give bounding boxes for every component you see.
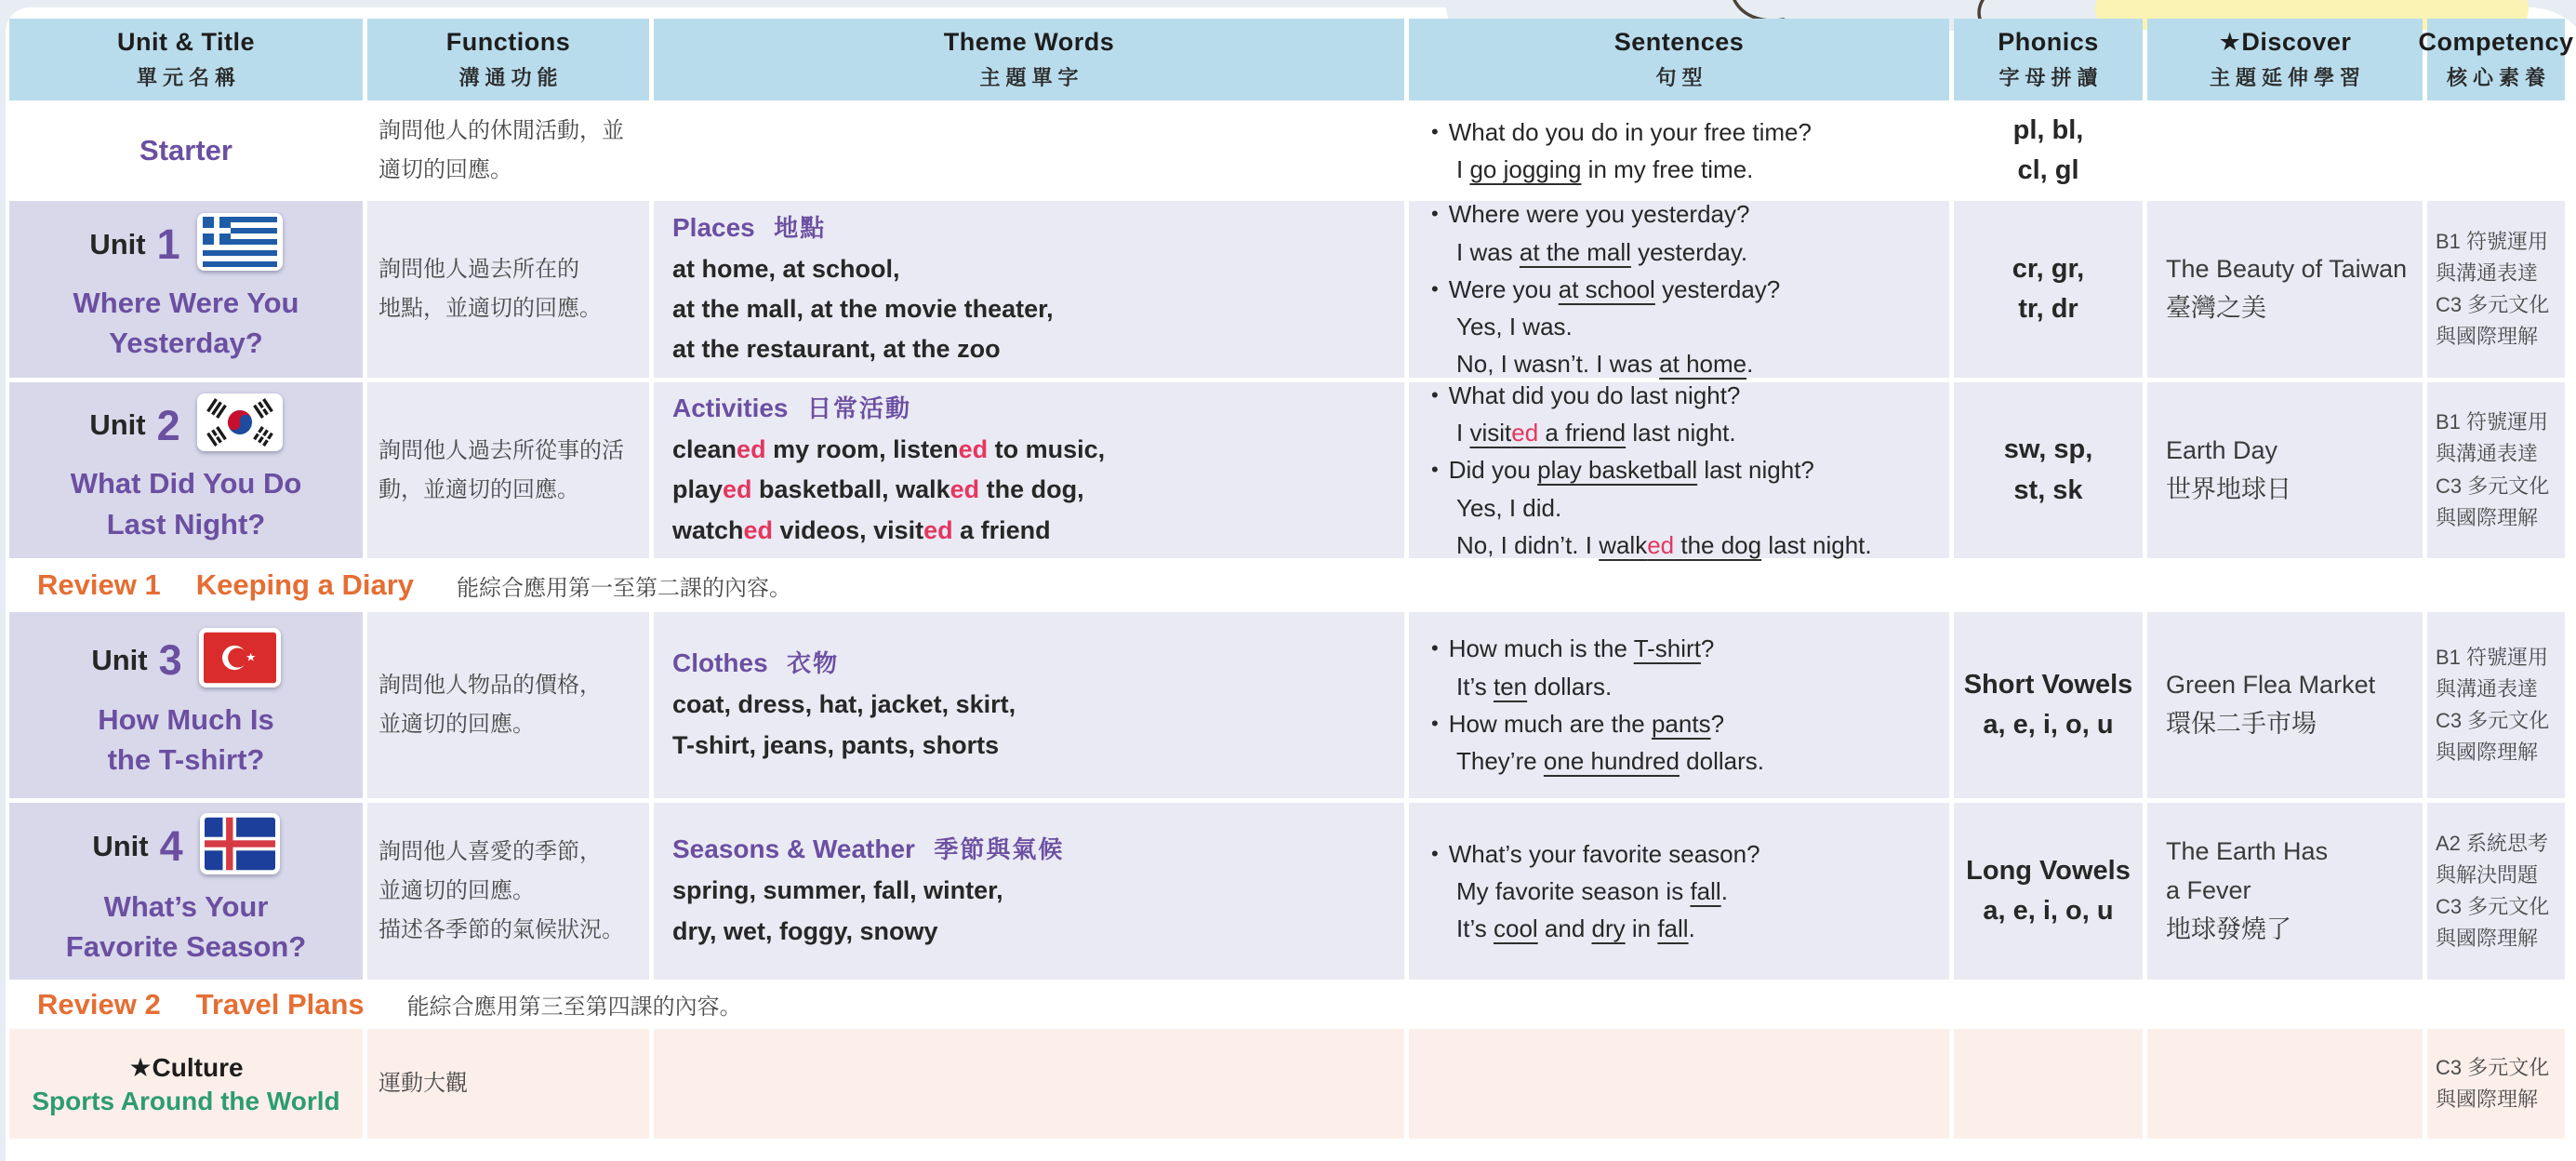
unit-word: Unit (91, 643, 148, 676)
review-note: 能綜合應用第一至第二課的內容。 (457, 575, 792, 601)
culture-subtitle: Sports Around the World (32, 1086, 340, 1115)
unit-number: 1 (156, 220, 180, 269)
theme-category-en: Seasons & Weather (672, 834, 915, 864)
greece-flag-icon (197, 213, 283, 271)
starter-phonics-cell: pl, bl, cl, gl (2012, 114, 2084, 185)
header-en: Phonics (1998, 28, 2099, 56)
unit4-title-cell (9, 803, 363, 980)
culture-competency-cell: C3 多元文化 與國際理解 (2427, 1029, 2565, 1139)
unit1-title-cell (9, 201, 363, 378)
culture-functions-cell: 運動大觀 (367, 1029, 649, 1139)
unit4-sentences-cell: • What’s your favorite season? My favorite season is fall. It’s cool and dry in fall. (1409, 803, 1949, 980)
header-en: Functions (445, 28, 571, 56)
unit1-theme-cell (654, 201, 1404, 378)
unit1-label (89, 216, 282, 274)
theme-category (672, 209, 1404, 244)
starter-competency-cell-empty (2427, 105, 2565, 196)
unit2-discover-cell: Earth Day 世界地球日 (2147, 382, 2423, 558)
unit4-competency-cell: A2 系統思考 與解決問題 C3 多元文化 與國際理解 (2427, 803, 2565, 980)
unit4-functions-cell: 詢問他人喜愛的季節， 並適切的回應。 描述各季節的氣候狀況。 (367, 803, 649, 980)
header-zh: 單元名稱 (136, 66, 241, 89)
header-zh: 主題單字 (979, 66, 1084, 89)
unit2-theme-cell (654, 382, 1404, 558)
review-label: Review 2 (37, 987, 161, 1021)
header-en: Competency (2418, 28, 2574, 56)
unit2-sentences-cell: • What did you do last night? I visited a friend last night. • Did you play basketball last night? Yes, I did. No, I didn’t. I walked the dog last night. (1409, 382, 1949, 558)
unit3-label (91, 631, 280, 690)
unit3-title: How Much Is the T-shirt? (98, 702, 274, 776)
header-phonics (1954, 19, 2143, 100)
unit3-sentences-cell: • How much is the T-shirt? It’s ten dollars. • How much are the pants? They’re one hundred dollars. (1409, 612, 1949, 798)
header-zh: 核心素養 (2446, 66, 2551, 89)
unit3-theme-cell (654, 612, 1404, 798)
unit1-discover-cell: The Beauty of Taiwan 臺灣之美 (2147, 201, 2423, 378)
header-en: Theme Words (943, 28, 1115, 56)
unit3-title-cell (9, 612, 363, 798)
review-note: 能綜合應用第三至第四課的內容。 (406, 994, 742, 1020)
unit2-title-cell (9, 382, 363, 558)
starter-title: Starter (139, 134, 232, 167)
unit4-theme-cell (654, 803, 1404, 980)
header-zh: 字母拼讀 (1998, 66, 2104, 89)
header-competency (2418, 19, 2574, 100)
unit1-title: Where Were You Yesterday? (73, 286, 299, 359)
theme-words: spring, summer, fall, winter, dry, wet, foggy, snowy (672, 876, 1003, 945)
unit1-phonics-cell: cr, gr, tr, dr (1954, 201, 2143, 378)
unit4-label (92, 816, 279, 877)
unit-word: Unit (92, 829, 149, 862)
unit-word: Unit (89, 227, 146, 260)
header-functions (367, 19, 649, 100)
unit3-functions-cell: 詢問他人物品的價格， 並適切的回應。 (367, 612, 649, 798)
theme-words: at home, at school, at the mall, at the movie theater, at the restaurant, at the zoo (672, 254, 1054, 364)
unit4-phonics-cell: Long Vowels a, e, i, o, u (1954, 803, 2143, 980)
unit1-functions-cell: 詢問他人過去所在的 地點，並適切的回應。 (367, 201, 649, 378)
unit1-sentences-cell: • Where were you yesterday? I was at the mall yesterday. • Were you at school yesterday? Yes, I was. No, I wasn’t. I was at home. (1409, 201, 1949, 378)
unit4-discover-cell: The Earth Has a Fever 地球發燒了 (2147, 803, 2423, 980)
culture-discover-cell-empty (2147, 1029, 2423, 1139)
culture-title: ★Culture (128, 1052, 244, 1082)
theme-category-zh: 日常活動 (806, 394, 911, 423)
turkey-flag-icon (199, 628, 281, 687)
theme-category-zh: 地點 (774, 213, 827, 242)
theme-category-en: Activities (672, 394, 789, 423)
theme-category (672, 390, 1404, 424)
unit2-functions-cell: 詢問他人過去所從事的活 動，並適切的回應。 (367, 382, 649, 558)
unit3-discover-cell: Green Flea Market 環保二手市場 (2147, 612, 2423, 798)
header-discover (2147, 19, 2423, 100)
theme-words: coat, dress, hat, jacket, skirt, T-shirt, jeans, pants, shorts (672, 690, 1016, 759)
south-korea-flag-icon (197, 394, 283, 451)
unit-number: 2 (156, 401, 180, 449)
header-theme-words (654, 19, 1404, 100)
header-en: Unit & Title (116, 28, 255, 56)
theme-words: cleaned my room, listened to music, played basketball, walked the dog, watched videos, visited a friend (672, 435, 1106, 544)
unit2-title: What Did You Do Last Night? (70, 467, 302, 540)
unit2-competency-cell: B1 符號運用 與溝通表達 C3 多元文化 與國際理解 (2427, 382, 2565, 558)
review-label: Review 1 (37, 568, 161, 601)
unit1-competency-cell: B1 符號運用 與溝通表達 C3 多元文化 與國際理解 (2427, 201, 2565, 378)
unit2-label (89, 396, 282, 454)
starter-title-cell (9, 105, 363, 196)
starter-discover-cell-empty (2147, 105, 2423, 196)
theme-category-en: Clothes (672, 648, 768, 678)
theme-category-en: Places (672, 212, 755, 242)
theme-category-zh: 衣物 (787, 649, 840, 678)
culture-sentences-cell-empty (1409, 1029, 1949, 1139)
starter-sentences-cell: • What do you do in your free time? I go jogging in my free time. (1409, 105, 1949, 196)
iceland-flag-icon (200, 813, 280, 874)
header-zh: 句型 (1655, 66, 1708, 89)
unit-number: 3 (158, 636, 182, 685)
header-zh: 溝通功能 (458, 66, 564, 89)
review2-row (9, 984, 2565, 1024)
starter-functions-cell: 詢問他人的休閒活動，並 適切的回應。 (378, 118, 624, 182)
culture-theme-cell-empty (654, 1029, 1404, 1139)
unit-word: Unit (89, 408, 146, 442)
review1-row (9, 563, 2565, 607)
unit2-phonics-cell: sw, sp, st, sk (1954, 382, 2143, 558)
theme-category-zh: 季節與氣候 (934, 835, 1065, 864)
theme-category (672, 831, 1404, 865)
theme-category (672, 645, 1404, 679)
culture-phonics-cell-empty (1954, 1029, 2143, 1139)
header-en: Sentences (1613, 28, 1745, 56)
syllabus-table (9, 19, 2574, 1139)
header-unit-title (9, 19, 363, 100)
review-title: Travel Plans (195, 987, 365, 1021)
header-en: ★Discover (2218, 28, 2352, 56)
culture-title-cell (9, 1029, 363, 1139)
review-title: Keeping a Diary (195, 568, 415, 601)
starter-theme-cell-empty (654, 105, 1404, 196)
unit3-phonics-cell: Short Vowels a, e, i, o, u (1954, 612, 2143, 798)
header-zh: 主題延伸學習 (2209, 66, 2366, 89)
unit3-competency-cell: B1 符號運用 與溝通表達 C3 多元文化 與國際理解 (2427, 612, 2565, 798)
unit-number: 4 (159, 822, 183, 871)
unit4-title: What’s Your Favorite Season? (65, 889, 307, 963)
header-sentences (1409, 19, 1949, 100)
